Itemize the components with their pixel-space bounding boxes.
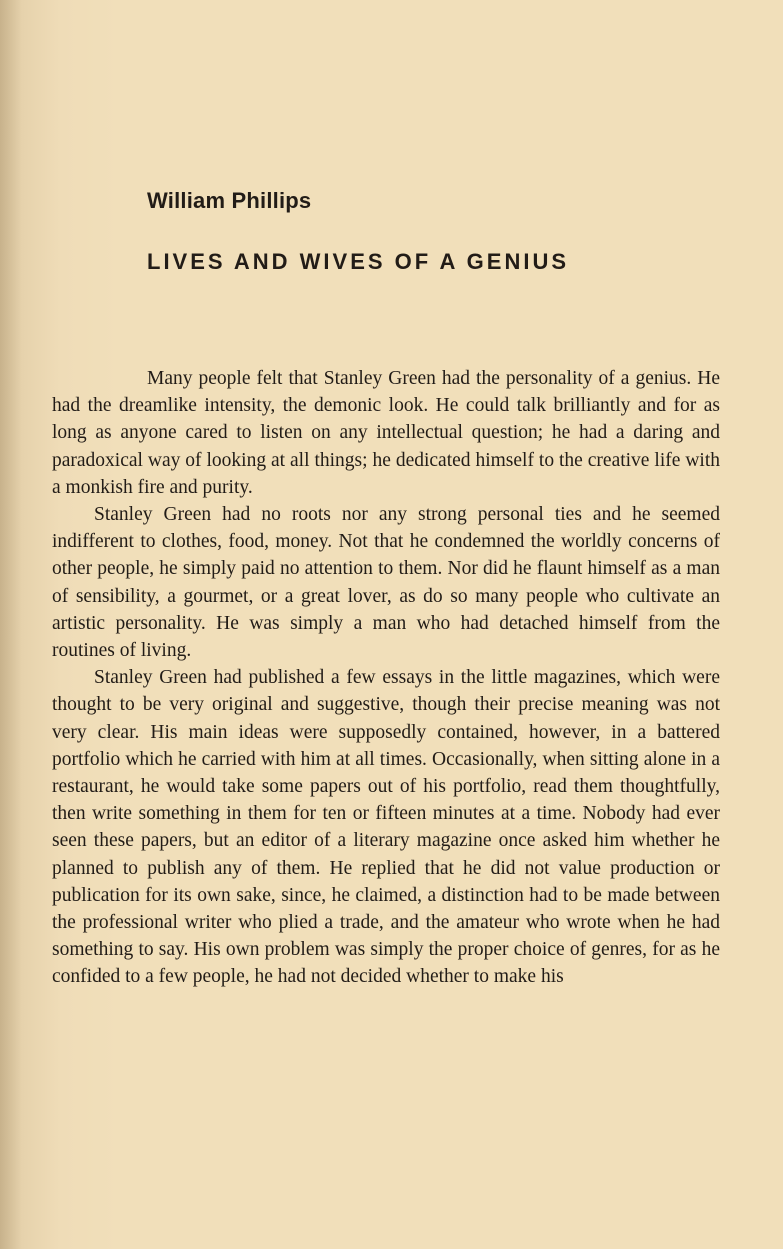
paragraph-1: Many people felt that Stanley Green had the personality of a genius. He had the dreamlike intensity, the demonic look. He could talk brilliantly and for as long as anyone cared to listen on any intellectual question; he had a daring and paradoxical way of looking at all things; he dedicated himself to the creative life with a monkish fire and purity. [52,368,720,498]
paragraph-2: Stanley Green had no roots nor any strong personal ties and he seemed indifferent to clothes, food, money. Not that he condemned the worldly concerns of other people, he simply paid no attention to them. Nor did he flaunt himself as a man of sensibility, a gourmet, or a great lover, as do so many people who cultivate an artistic personality. He was simply a man who had detached himself from the routines of living. [52,504,720,662]
story-body [52,365,720,991]
spine-shadow [0,0,22,1249]
author-name: William Phillips [147,188,312,213]
story-title: LIVES AND WIVES OF A GENIUS [147,249,570,274]
paragraph-3: Stanley Green had published a few essays in the little magazines, which were thought to be very original and suggestive, though their precise meaning was not very clear. His main ideas were supposedly contained, however, in a battered portfolio which he carried with him at all times. Occasionally, when sitting alone in a restaurant, he would take some papers out of his portfolio, read them thoughtfully, then write something in them for ten or fifteen minutes at a time. Nobody had ever seen these papers, but an editor of a literary magazine once asked him whether he planned to publish any of them. He replied that he did not value production or publication for its own sake, since, he claimed, a distinction had to be made between the professional writer who plied a trade, and the amateur who wrote when he had something to say. His own problem was simply the proper choice of genres, for as he confided to a few people, he had not decided whether to make his [52,667,720,988]
